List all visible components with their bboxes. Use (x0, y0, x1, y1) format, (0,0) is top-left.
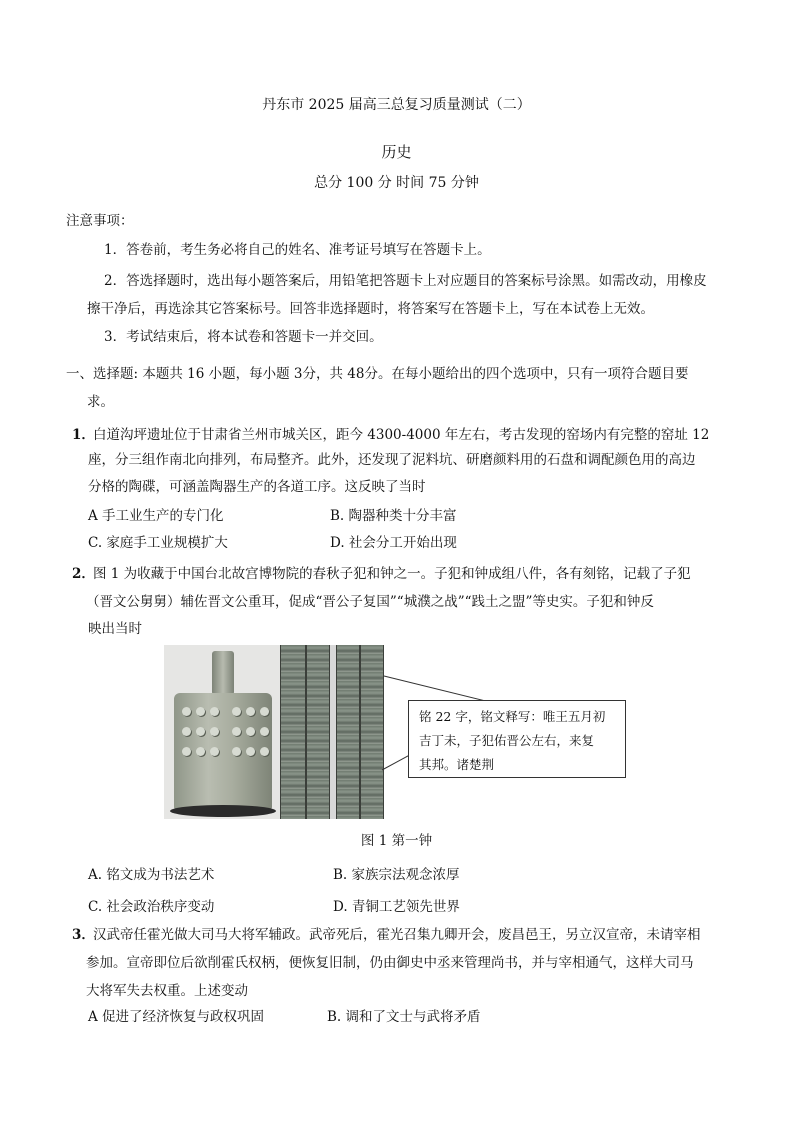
q1-stem-line3: 分格的陶碟，可涵盖陶器生产的各道工序。这反映了当时 (88, 479, 426, 495)
q3-stem-line1: 汉武帝任霍光做大司马大将军辅政。武帝死后，霍光召集九卿开会，废昌邑王，另立汉宣帝，未请宰相 (93, 927, 701, 943)
q1-option-d[interactable]: D. 社会分工开始出现 (330, 535, 457, 551)
section-1-heading-line1: 一、选择题: 本题共 16 小题，每小题 3分，共 48分。在每小题给出的四个选项中，只有一项符合题目要 (66, 366, 689, 382)
section-1-heading-line2: 求。 (87, 394, 114, 410)
exam-score-time: 总分 100 分 时间 75 分钟 (314, 175, 479, 191)
q3-stem-line3: 大将军失去权重。上述变动 (86, 983, 248, 999)
notice-item-2-line2: 擦干净后，再选涂其它答案标号。回答非选择题时，将答案写在答题卡上，写在本试卷上无效。 (87, 301, 654, 317)
q2-stem-line2: （晋文公舅舅）辅佐晋文公重耳，促成“晋公子复国”“城濮之战”“践土之盟”等史实。子犯和钟反 (86, 594, 654, 610)
callout-line-1: 铭 22 字，铭文释写：唯王五月初 (419, 709, 606, 724)
q1-option-a[interactable]: A 手工业生产的专门化 (88, 508, 224, 524)
q2-option-a[interactable]: A. 铭文成为书法艺术 (88, 867, 215, 883)
q3-option-b[interactable]: B. 调和了文士与武将矛盾 (327, 1009, 481, 1025)
q1-stem-line1: 白道沟坪遗址位于甘肃省兰州市城关区，距今 4300-4000 年左右，考古发现的窑场内有完整的窑址 12 (93, 427, 710, 443)
q1-option-c[interactable]: C. 家庭手工业规模扩大 (88, 535, 228, 551)
q2-stem-line3: 映出当时 (88, 621, 142, 637)
exam-title: 丹东市 2025 届高三总复习质量测试（二） (262, 97, 531, 113)
notice-item-2-line1: 2．答选择题时，选出每小题答案后，用铅笔把答题卡上对应题目的答案标号涂黑。如需改动，用橡皮 (104, 273, 707, 289)
q3-stem-line2: 参加。宣帝即位后欲削霍氏权柄，便恢复旧制，仍由御史中丞来管理尚书，并与宰相通气，这样大司马 (86, 955, 694, 971)
callout-line-3: 其邦。诸楚荆 (419, 757, 495, 772)
q1-number: 1． (72, 427, 95, 443)
q2-number: 2． (72, 566, 95, 582)
q2-option-c[interactable]: C. 社会政治秩序变动 (88, 899, 215, 915)
inscription-callout (408, 700, 626, 778)
q3-number: 3． (72, 927, 95, 943)
q1-stem-line2: 座，分三组作南北向排列，布局整齐。此外，还发现了泥料坑、研磨颜料用的石盘和调配颜色用的高边 (88, 452, 696, 468)
notice-item-3: 3．考试结束后，将本试卷和答题卡一并交回。 (104, 329, 383, 345)
figure-caption: 图 1 第一钟 (360, 833, 433, 849)
q1-option-b[interactable]: B. 陶器种类十分丰富 (330, 508, 457, 524)
callout-line-2: 吉丁未，子犯佑晋公左右，来复 (419, 733, 595, 748)
notice-heading: 注意事项： (66, 213, 134, 229)
q3-option-a[interactable]: A 促进了经济恢复与政权巩固 (88, 1009, 265, 1025)
q2-option-b[interactable]: B. 家族宗法观念浓厚 (333, 867, 460, 883)
notice-item-1: 1．答卷前，考生务必将自己的姓名、准考证号填写在答题卡上。 (104, 242, 491, 258)
exam-subject: 历史 (381, 143, 412, 161)
q2-stem-line1: 图 1 为收藏于中国台北故宫博物院的春秋子犯和钟之一。子犯和钟成组八件，各有刻铭，记载了子犯 (93, 566, 691, 582)
q2-option-d[interactable]: D. 青铜工艺领先世界 (333, 899, 460, 915)
